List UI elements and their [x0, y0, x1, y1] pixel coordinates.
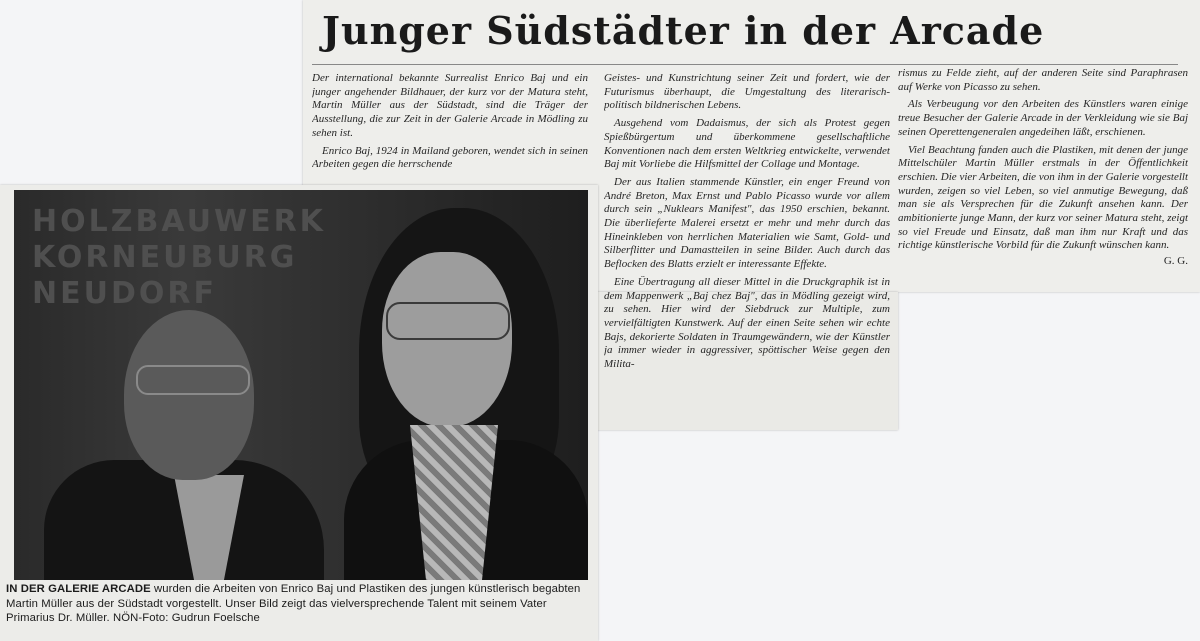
paragraph: Der international bekannte Surrealist Enrico Baj und ein junger angehender Bildhauer, der kurz vor der Matura steht, Martin Müller aus der Südstadt, sind die Träger der Ausstellung, die zur Zeit in der Galerie Arcade in Mödling zu sehen ist. [312, 72, 588, 139]
author-signature: G. G. [1163, 255, 1188, 268]
headline: Junger Südstädter in der Arcade [322, 8, 1045, 53]
headline-divider [312, 64, 1178, 65]
father-glasses [136, 365, 250, 395]
photo-wall-sign: HOLZBAUWERK KORNEUBURG NEUDORF [32, 204, 326, 311]
paragraph: Geistes- und Kunstrichtung seiner Zeit und fordert, wie der Futurismus überhaupt, die Umgestaltung des literarisch-politisch bildnerischen Lebens. [604, 72, 890, 112]
news-photo [14, 190, 588, 580]
article-column-2 [604, 72, 890, 428]
paragraph: Eine Übertragung all dieser Mittel in die Druckgraphik ist in dem Mappenwerk „Baj chez Baj", das in Mödling gezeigt wird, zu sehen. Hier wird der Siebdruck zur Multiple, zum vervielfältigten Kunstwerk. Auf der einen Seite sehen wir echte Bajs, dekorierte Soldaten in Traumgewändern, wie der Künstler ja immer wieder in aggressiver, spöttischer Weise gegen den Milita- [604, 275, 890, 371]
paragraph: Ausgehend vom Dadaismus, der sich als Protest gegen Spießbürgertum und überkommene gesellschaftliche Konventionen nach dem ersten Weltkrieg entwickelte, verwendet Baj mit Vorliebe die Hilfsmittel der Collage und Montage. [604, 117, 890, 171]
article-column-3 [898, 67, 1188, 289]
paragraph: Viel Beachtung fanden auch die Plastiken, mit denen der junge Mittelschüler Martin Müller erstmals in der Öffentlichkeit erschien. Die vier Arbeiten, die von ihm in der Galerie vorgestellt wurden, zeigen so viel Leben, so viel anmutige Bewegung, daß man sie als Versprechen für die Zukunft ansehen kann. Der ambitionierte junge Mann, der kurz vor seiner Matura steht, zeigt so viel Freude und Einsatz, daß man ihm nur Kraft und das richtige künstlerische Vorbild für die Zukunft wünschen kann. [898, 143, 1188, 252]
father-head [124, 310, 254, 480]
artist-glasses [386, 302, 510, 340]
paragraph: rismus zu Felde zieht, auf der anderen Seite sind Paraphrasen auf Werke von Picasso zu sehen. [898, 67, 1188, 93]
paragraph: Als Verbeugung vor den Arbeiten des Künstlers waren einige treue Besucher der Galerie Arcade in der Verkleidung wie sie Baj seinen Operettengeneralen angedeihen läßt, erschienen. [898, 98, 1188, 138]
caption-text: wurden die Arbeiten von Enrico Baj und Plastiken des jungen künstlerisch begabten Martin Müller aus der Südstadt vorgestellt. Unser Bild zeigt das vielversprechende Talent mit seinem Vater Primarius Dr. Müller. NÖN-Foto: Gudrun Foelsche [6, 583, 581, 624]
article-column-1 [312, 72, 588, 190]
photo-caption [6, 582, 590, 626]
paragraph: Der aus Italien stammende Künstler, ein enger Freund von André Breton, Max Ernst und Pablo Picasso wurde vor allem durch sein „Nuklears Manifest", das 1950 erschien, bekannt. Die überlieferte Malerei ersetzt er mehr und mehr durch das Hineinkleben von herrlichen Materialien wie Samt, Gold- und Silberflitter und Damastteilen in seine Bilder. Auch durch das Beflocken des Blatts erzielt er interessante Effekte. [604, 175, 890, 271]
caption-lead: IN DER GALERIE ARCADE [6, 583, 151, 595]
paragraph: Enrico Baj, 1924 in Mailand geboren, wendet sich in seinen Arbeiten gegen die herrschende [312, 144, 588, 171]
